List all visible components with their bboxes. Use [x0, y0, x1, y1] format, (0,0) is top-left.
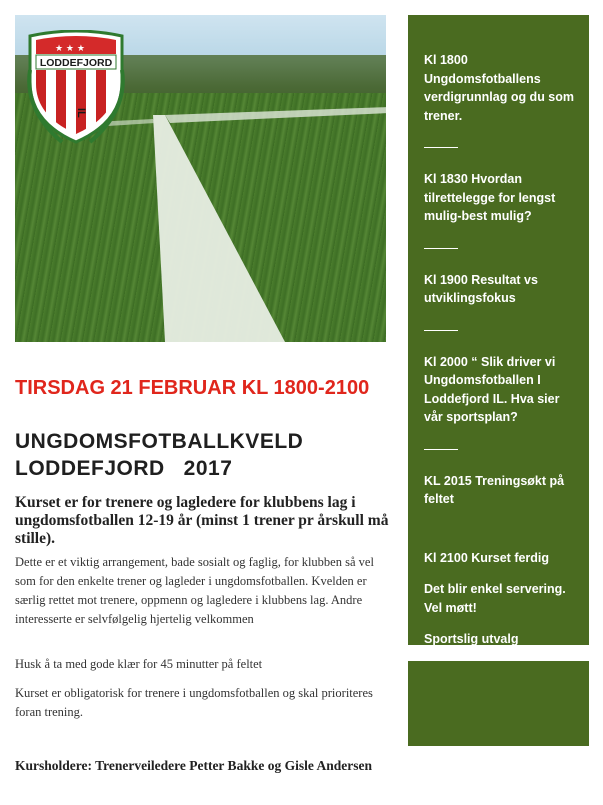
event-title-line2: LODDEFJORD 2017	[15, 457, 233, 480]
sidebar-bottom-box	[408, 661, 589, 746]
separator	[424, 248, 458, 249]
event-title	[15, 428, 395, 482]
event-title-line1: UNGDOMSFOTBALLKVELD	[15, 430, 304, 453]
organizer-signature: Sportslig utvalg	[424, 632, 519, 646]
program-sidebar	[408, 15, 589, 645]
event-date-time: TIRSDAG 21 FEBRUAR KL 1800-2100	[15, 377, 370, 399]
program-item-2100: Kl 2100 Kurset ferdig	[424, 550, 550, 565]
program-item-1830: Kl 1830 Hvordan tilrettelegge for lengst mulig-best mulig?	[424, 172, 556, 223]
program-item-2000: Kl 2000 “ Slik driver vi Ungdomsfotballen I Loddefjord IL. Hva sier vår sportsplan?	[424, 354, 560, 424]
svg-text:★ ★ ★: ★ ★ ★	[55, 44, 85, 54]
club-name-text: LODDEFJORD	[39, 57, 113, 69]
course-leaders: Kursholdere: Trenerveiledere Petter Bakke og Gisle Andersen	[15, 758, 372, 773]
lead-paragraph: Kurset er for trenere og lagledere for klubbens lag i ungdomsfotballen 12-19 år (minst 1 trener pr årskull må stille).	[15, 494, 389, 547]
body-paragraph-3: Kurset er obligatorisk for trenere i ungdomsfotballen og skal prioriteres foran trening.	[15, 686, 373, 719]
body-paragraph-2: Husk å ta med gode klær for 45 minutter på feltet	[15, 657, 263, 671]
program-item-1800: Kl 1800 Ungdomsfotballens verdigrunnlag og du som trener.	[424, 53, 575, 123]
separator	[424, 330, 458, 331]
separator	[424, 147, 458, 148]
separator	[424, 449, 458, 450]
serving-note: Det blir enkel servering. Vel møtt!	[424, 582, 566, 615]
club-logo	[22, 30, 130, 148]
body-paragraph-1: Dette er et viktig arrangement, bade sosialt og faglig, for klubben så vel som for den enkelte trener og lagleder i ungdomsfotballen. Kvelden er særlig rettet mot trenere, oppmenn og lagledere i klubbens lag. Andre interesserte er selvfølgelig hjertelig velkommen	[15, 555, 374, 626]
svg-text:IL: IL	[75, 108, 87, 118]
program-item-1900: Kl 1900 Resultat vs utviklingsfokus	[424, 272, 538, 305]
program-item-2015: KL 2015 Treningsøkt på feltet	[424, 473, 565, 506]
